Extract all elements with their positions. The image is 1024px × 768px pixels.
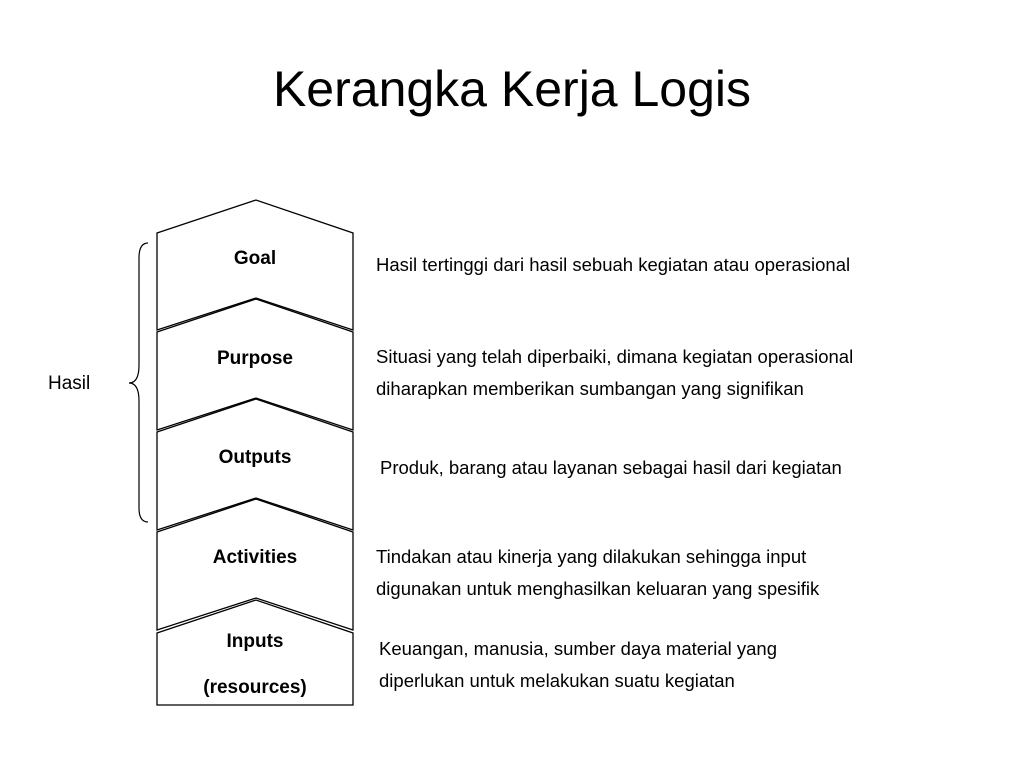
level-label-goal: Goal (233, 248, 277, 269)
description-goal-line: Hasil tertinggi dari hasil sebuah kegiatan atau operasional (376, 254, 851, 275)
description-inputs (379, 633, 777, 697)
hasil-label: Hasil (48, 373, 91, 394)
description-purpose-line-1: Situasi yang telah diperbaiki, dimana kegiatan operasional (376, 346, 854, 367)
description-inputs-line-1: Keuangan, manusia, sumber daya material yang (379, 638, 777, 659)
description-purpose-line-2: diharapkan memberikan sumbangan yang signifikan (376, 378, 804, 399)
description-outputs-line: Produk, barang atau layanan sebagai hasil dari kegiatan (380, 457, 842, 478)
description-purpose (376, 341, 853, 405)
description-inputs-line-2: diperlukan untuk melakukan suatu kegiatan (379, 670, 735, 691)
level-label-inputs-resources: (resources) (203, 677, 307, 698)
slide-title: Kerangka Kerja Logis (272, 61, 752, 117)
description-activities-line-1: Tindakan atau kinerja yang dilakukan sehingga input (376, 546, 807, 567)
description-activities (376, 541, 819, 605)
level-label-inputs: Inputs (226, 631, 284, 652)
level-label-purpose: Purpose (216, 348, 294, 369)
description-activities-line-2: digunakan untuk menghasilkan keluaran yang spesifik (376, 578, 820, 599)
description-outputs (380, 452, 842, 484)
level-label-activities: Activities (212, 547, 298, 568)
level-label-outputs: Outputs (218, 447, 292, 468)
description-goal (376, 249, 850, 281)
hasil-brace (129, 243, 148, 522)
